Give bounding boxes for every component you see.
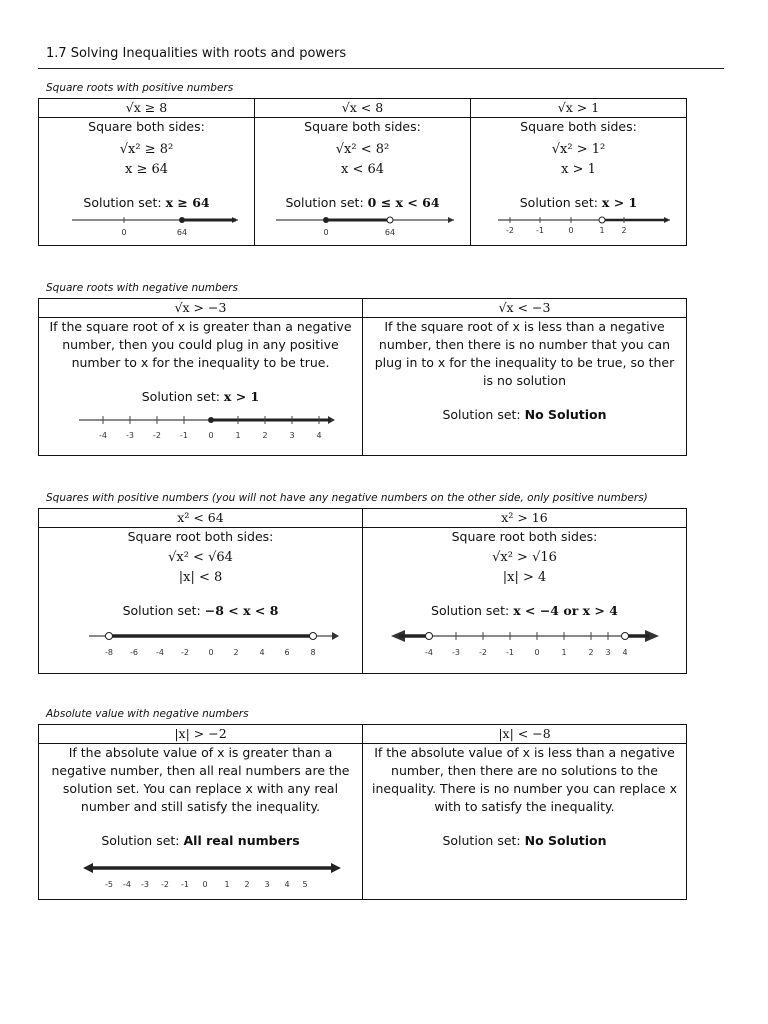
solution-value: All real numbers — [183, 833, 300, 848]
tick-label: 8 — [309, 648, 316, 657]
math-line-2: |x| > 4 — [502, 570, 547, 585]
open-point-icon — [621, 633, 628, 640]
solution-value: No Solution — [524, 833, 607, 848]
step-text: Square root both sides: — [451, 529, 598, 544]
cell-sqrt-x-ge-8 — [39, 118, 255, 246]
tick-label: -2 — [180, 648, 189, 657]
table-absolute-value-negative — [38, 724, 687, 900]
table-square-roots-positive — [38, 98, 687, 246]
tick-label: 6 — [283, 648, 290, 657]
tick-label: -4 — [122, 880, 131, 889]
header-sqrt-x-gt-1: √x > 1 — [471, 99, 687, 118]
tick-label: -1 — [180, 880, 189, 889]
tick-label: 64 — [384, 228, 395, 237]
tick-label: 64 — [176, 228, 187, 237]
cell-sqrt-x-lt-8 — [255, 118, 471, 246]
solution-set — [39, 602, 362, 620]
solution-prefix: Solution set: — [519, 195, 602, 210]
tick-label: 2 — [587, 648, 594, 657]
tick-label: -3 — [451, 648, 460, 657]
section-label-square-roots-negative: Square roots with negative numbers — [46, 282, 238, 294]
solution-prefix: Solution set: — [442, 407, 525, 422]
closed-point-icon — [208, 417, 214, 423]
solution-prefix: Solution set: — [141, 389, 224, 404]
tick-label: -1 — [179, 431, 188, 440]
tick-label: 2 — [261, 431, 268, 440]
step-text: Square both sides: — [520, 119, 637, 134]
number-line — [385, 624, 665, 660]
header-sqrt-x-lt-neg3: √x < −3 — [363, 299, 687, 318]
cell-x-squared-lt-64 — [39, 528, 363, 674]
cell-abs-x-lt-neg8 — [363, 744, 687, 900]
solution-set — [39, 388, 362, 406]
explanation-text: If the square root of x is less than a negative number, then there is no number that you can plug in to x for the inequality to be true, so ther is no solution — [374, 319, 675, 388]
arrow-right-icon — [332, 632, 339, 640]
number-line — [61, 854, 341, 890]
tick-label: 0 — [322, 228, 329, 237]
open-point-icon — [599, 217, 605, 223]
math-line-1: √x² ≥ 8² — [119, 142, 174, 157]
tick-label: 1 — [223, 880, 230, 889]
tick-label: 0 — [567, 226, 574, 235]
tick-label: -4 — [424, 648, 433, 657]
tick-label: 3 — [263, 880, 270, 889]
explanation-text: If the absolute value of x is less than a negative number, then there are no solutions to the inequality. There is no number you can replace x with to satisfy the inequality. — [372, 745, 677, 814]
step-text: Square both sides: — [88, 119, 205, 134]
tick-label: -5 — [104, 880, 113, 889]
header-x-squared-gt-16: x² > 16 — [363, 509, 687, 528]
cell-abs-x-gt-neg2 — [39, 744, 363, 900]
solution-value: −8 < x < 8 — [204, 603, 279, 618]
solution-set — [363, 832, 686, 850]
solution-prefix: Solution set: — [83, 195, 166, 210]
solution-set — [363, 406, 686, 424]
tick-label: 0 — [201, 880, 208, 889]
math-line-1: √x² < 8² — [335, 142, 390, 157]
arrow-right-icon — [331, 863, 341, 873]
tick-label: -2 — [160, 880, 169, 889]
tick-label: 0 — [207, 431, 214, 440]
tick-label: -3 — [140, 880, 149, 889]
tick-label: 0 — [207, 648, 214, 657]
cell-x-squared-gt-16 — [363, 528, 687, 674]
cell-sqrt-x-gt-1 — [471, 118, 687, 246]
tick-label: 4 — [315, 431, 322, 440]
open-point-icon — [309, 633, 316, 640]
header-abs-x-gt-neg2: |x| > −2 — [39, 725, 363, 744]
tick-label: 0 — [120, 228, 127, 237]
open-point-icon — [425, 633, 432, 640]
page-title: 1.7 Solving Inequalities with roots and powers — [46, 46, 347, 61]
open-point-icon — [105, 633, 112, 640]
tick-label: -2 — [505, 226, 514, 235]
number-line — [52, 212, 242, 240]
math-line-1: √x² > √16 — [492, 550, 557, 565]
tick-label: 5 — [301, 880, 308, 889]
explanation-text: If the square root of x is greater than a negative number, then you could plug in any positive number to x for the inequality to be true. — [49, 319, 352, 370]
solution-set — [39, 194, 254, 212]
math-line-2: x > 1 — [561, 162, 596, 177]
solution-prefix: Solution set: — [285, 195, 368, 210]
tick-label: -2 — [152, 431, 161, 440]
math-line-1: √x² < √64 — [168, 550, 233, 565]
solution-value: x < −4 or x > 4 — [513, 603, 618, 618]
solution-value: No Solution — [524, 407, 607, 422]
math-line-2: x ≥ 64 — [124, 162, 169, 177]
tick-label: 1 — [234, 431, 241, 440]
tick-label: -2 — [478, 648, 487, 657]
cell-sqrt-x-lt-neg3 — [363, 318, 687, 456]
tick-label: 1 — [560, 648, 567, 657]
tick-label: -4 — [155, 648, 164, 657]
solution-prefix: Solution set: — [442, 833, 525, 848]
solution-value: x > 1 — [223, 389, 260, 404]
title-divider — [38, 68, 724, 69]
number-line — [268, 212, 458, 240]
table-square-roots-negative — [38, 298, 687, 456]
closed-point-icon — [323, 217, 329, 223]
math-line-1: √x² > 1² — [551, 142, 606, 157]
tick-label: -1 — [535, 226, 544, 235]
header-abs-x-lt-neg8: |x| < −8 — [363, 725, 687, 744]
tick-label: 0 — [533, 648, 540, 657]
tick-label: 3 — [288, 431, 295, 440]
table-squares-positive — [38, 508, 687, 674]
explanation-text: If the absolute value of x is greater than a negative number, then all real numbers are the solution set. You can replace x with any real number and still satisfy the inequality. — [51, 745, 350, 814]
cell-sqrt-x-gt-neg3 — [39, 318, 363, 456]
header-sqrt-x-ge-8: √x ≥ 8 — [39, 99, 255, 118]
arrow-right-icon — [448, 217, 454, 223]
number-line — [61, 624, 341, 660]
tick-label: -3 — [125, 431, 134, 440]
math-line-2: |x| < 8 — [178, 570, 223, 585]
arrow-left-icon — [83, 863, 93, 873]
number-line — [484, 212, 674, 240]
tick-label: -8 — [104, 648, 113, 657]
closed-point-icon — [179, 217, 185, 223]
tick-label: -6 — [129, 648, 138, 657]
section-label-square-roots-positive: Square roots with positive numbers — [46, 82, 234, 94]
section-label-absolute-value-negative: Absolute value with negative numbers — [46, 708, 249, 720]
tick-label: 3 — [604, 648, 611, 657]
tick-label: 2 — [243, 880, 250, 889]
tick-label: 4 — [258, 648, 265, 657]
solution-set — [363, 602, 686, 620]
number-line — [61, 410, 341, 444]
section-label-squares-positive: Squares with positive numbers (you will not have any negative numbers on the other side, only positive numbers) — [46, 492, 648, 504]
solution-value: x > 1 — [601, 195, 638, 210]
solution-prefix: Solution set: — [101, 833, 184, 848]
solution-set — [255, 194, 470, 212]
header-sqrt-x-lt-8: √x < 8 — [255, 99, 471, 118]
header-sqrt-x-gt-neg3: √x > −3 — [39, 299, 363, 318]
solution-set — [471, 194, 686, 212]
open-point-icon — [387, 217, 393, 223]
header-x-squared-lt-64: x² < 64 — [39, 509, 363, 528]
tick-label: 4 — [283, 880, 290, 889]
solution-value: x ≥ 64 — [165, 195, 210, 210]
tick-label: 1 — [598, 226, 605, 235]
solution-prefix: Solution set: — [122, 603, 205, 618]
solution-value: 0 ≤ x < 64 — [367, 195, 440, 210]
solution-set — [39, 832, 362, 850]
step-text: Square both sides: — [304, 119, 421, 134]
tick-label: 2 — [620, 226, 627, 235]
solution-prefix: Solution set: — [431, 603, 514, 618]
tick-label: 2 — [232, 648, 239, 657]
math-line-2: x < 64 — [340, 162, 385, 177]
tick-label: 4 — [621, 648, 628, 657]
tick-label: -1 — [505, 648, 514, 657]
step-text: Square root both sides: — [127, 529, 274, 544]
tick-label: -4 — [98, 431, 107, 440]
